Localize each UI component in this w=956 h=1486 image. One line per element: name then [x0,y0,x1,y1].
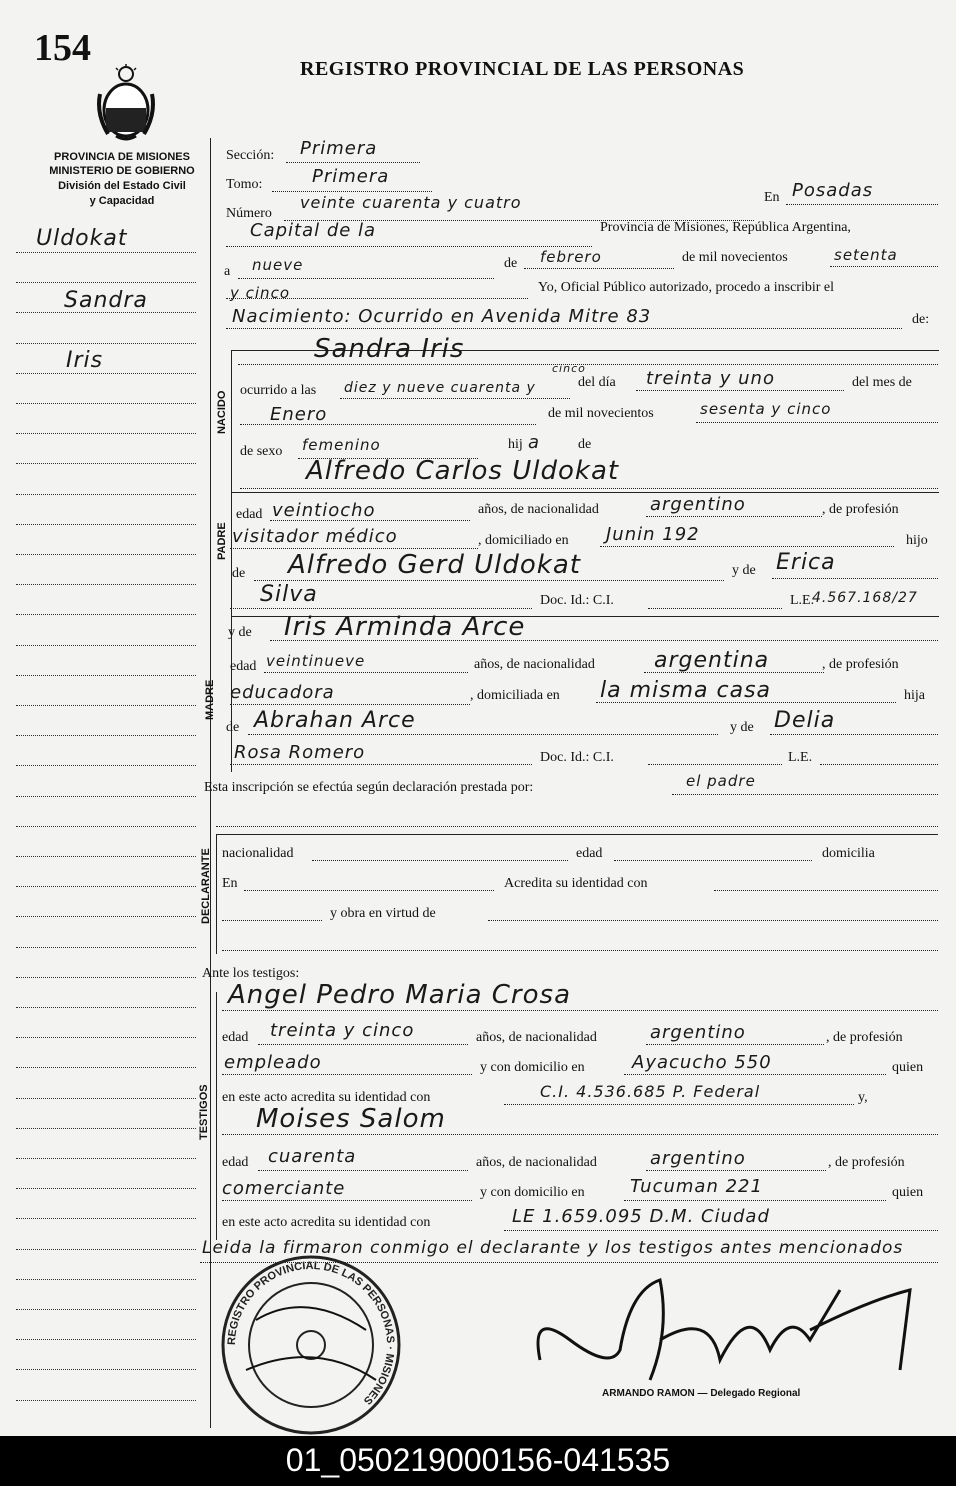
value-padre-domicilio: Junin 192 [606,524,700,545]
page-number: 154 [34,27,91,69]
label-nacido: NACIDO [216,390,228,434]
value-lugar: Posadas [792,180,874,201]
value-anio-nac: sesenta y cinco [700,400,832,418]
margin-rule-line [16,282,196,283]
value-abuela: Erica [776,550,836,575]
label-de-madre: de [226,720,240,735]
label-provincia: Provincia de Misiones, República Argentina, [600,220,851,235]
label-domiciliado: , domiciliado en [478,533,569,548]
label-nacionalidad-t1: años, de nacionalidad [476,1030,597,1045]
label-del-mes: del mes de [852,375,912,390]
label-quien-t2: quien [892,1185,924,1200]
label-de-colon: de: [912,312,930,327]
margin-rule-line [16,735,196,736]
margin-rule-line [16,826,196,827]
value-hora: diez y nueve cuarenta y [344,380,536,396]
margin-rule-line [16,1339,196,1340]
label-numero: Número [226,206,272,221]
value-t2-edad: cuarenta [268,1146,357,1167]
margin-rule-line [16,1098,196,1099]
label-profesion-t2: , de profesión [828,1155,905,1170]
label-declarante: DECLARANTE [200,848,212,924]
margin-rule-line [16,1158,196,1159]
margin-rule-line [16,343,196,344]
value-padre-le: 4.567.168/27 [812,590,918,606]
value-mes: febrero [540,248,602,266]
value-declarante: el padre [686,772,756,790]
signature-caption: ARMANDO RAMON — Delegado Regional [602,1388,801,1399]
value-padre-profesion: visitador médico [232,526,398,547]
margin-rule-line [16,856,196,857]
margin-rule-line [16,1007,196,1008]
margin-rule-line [16,765,196,766]
value-dia: nueve [252,256,304,274]
value-hij-suffix: a [528,432,541,453]
margin-rule-line [16,1188,196,1189]
margin-rule-line [16,524,196,525]
image-id: 01_050219000156-041535 [285,1442,671,1478]
label-domicilia-dec: domicilia [822,846,875,861]
label-hijo: hijo [906,533,928,548]
label-le-madre: L.E. [788,750,813,765]
margin-rule-line [16,796,196,797]
label-ocurrido: ocurrido a las [240,383,317,398]
margin-rule-line [16,675,196,676]
margin-rule-line [16,554,196,555]
org-block [22,150,222,208]
label-nacionalidad-dec: nacionalidad [222,846,294,861]
margin-rule-line [16,584,196,585]
label-nacionalidad-madre: años, de nacionalidad [474,657,595,672]
label-y-de-madre-2: y de [730,720,754,735]
value-tomo: Primera [312,166,390,187]
margin-rule-line [16,1369,196,1370]
value-nacimiento: Nacimiento: Ocurrido en Avenida Mitre 83 [232,306,652,327]
label-y-de-padre: y de [732,563,756,578]
label-en-este-acto-t2: en este acto acredita su identidad con [222,1215,431,1230]
value-t2-nac: argentino [650,1148,746,1169]
label-edad-t2: edad [222,1155,249,1170]
value-t2-dom: Tucuman 221 [630,1176,763,1197]
label-sexo: de sexo [240,444,283,459]
label-profesion-madre: , de profesión [822,657,899,672]
label-domicilio-t2: y con domicilio en [480,1185,585,1200]
value-padre-edad: veintiocho [272,500,376,521]
label-en-dec: En [222,876,238,891]
label-domicilio-t1: y con domicilio en [480,1060,585,1075]
label-acredita-dec: Acredita su identidad con [504,876,648,891]
label-edad-t1: edad [222,1030,249,1045]
value-testigo1: Angel Pedro Maria Crosa [228,980,571,1010]
value-t2-prof: comerciante [222,1178,346,1199]
label-obra-dec: y obra en virtud de [330,906,436,921]
margin-rule-line [16,977,196,978]
value-seccion: Primera [300,138,378,159]
margin-rule-line [16,463,196,464]
label-nacionalidad-t2: años, de nacionalidad [476,1155,597,1170]
label-a: a [224,264,231,279]
value-t1-prof: empleado [224,1052,322,1073]
label-declaracion: Esta inscripción se efectúa según declaración prestada por: [204,780,534,795]
margin-rule-line [16,1249,196,1250]
label-edad-dec: edad [576,846,603,861]
value-anio-cont: y cinco [230,284,290,302]
margin-rule-line [16,1279,196,1280]
value-abuelo: Alfredo Gerd Uldokat [288,550,581,580]
org-line-2: MINISTERIO DE GOBIERNO [49,165,195,177]
value-numero: veinte cuarenta y cuatro [300,193,522,212]
label-nacionalidad-padre: años, de nacionalidad [478,502,599,517]
label-padre: PADRE [216,522,228,560]
label-de-2: de [578,437,592,452]
value-madre-domicilio: la misma casa [600,678,772,703]
value-abuela-m-apellido: Rosa Romero [234,742,366,763]
margin-rule-line [16,403,196,404]
label-le-padre: L.E. [790,593,815,608]
label-ante-testigos: Ante los testigos: [202,966,300,981]
label-testigos: TESTIGOS [198,1084,210,1140]
value-madre: Iris Arminda Arce [284,612,526,642]
value-nombre: Sandra Iris [314,334,465,364]
margin-rule-line [16,1037,196,1038]
label-madre: MADRE [204,679,216,720]
value-t2-id: LE 1.659.095 D.M. Ciudad [512,1206,770,1227]
value-testigo2: Moises Salom [256,1104,446,1134]
value-anio: setenta [834,246,898,264]
margin-rule-line [16,886,196,887]
org-line-4: y Capacidad [89,195,155,207]
label-en: En [764,190,780,205]
label-tomo: Tomo: [226,177,263,192]
value-padre: Alfredo Carlos Uldokat [306,456,620,486]
label-quien-t1: quien [892,1060,924,1075]
label-profesion-t1: , de profesión [826,1030,903,1045]
margin-rule-line [16,1400,196,1401]
document-title: REGISTRO PROVINCIAL DE LAS PERSONAS [300,58,745,80]
label-hij: hij [508,437,523,452]
margin-firstname: Sandra [64,288,148,313]
margin-rule-line [16,916,196,917]
value-hora-extra: cinco [552,362,586,375]
coat-of-arms-icon [96,64,156,142]
margin-rule-line [16,614,196,615]
margin-rule-line [16,1309,196,1310]
label-y-t1: y, [858,1090,868,1105]
value-sexo: femenino [302,436,381,454]
value-abuela-m: Delia [774,708,836,733]
margin-secondname: Iris [66,348,104,373]
value-abuela-apellido: Silva [260,582,318,607]
margin-rule-line [16,252,196,253]
value-t1-id: C.I. 4.536.685 P. Federal [540,1082,761,1101]
label-en-este-acto-t1: en este acto acredita su identidad con [222,1090,431,1105]
value-madre-edad: veintinueve [266,652,366,670]
official-signature [510,1270,930,1390]
margin-rule-line [16,1067,196,1068]
label-domiciliada: , domiciliada en [470,688,560,703]
stamp-text: REGISTRO PROVINCIAL DE LAS PERSONAS · MISIONES [225,1259,397,1407]
margin-rule-line [16,947,196,948]
org-line-3: División del Estado Civil [58,180,186,192]
label-hija: hija [904,688,925,703]
value-madre-nacionalidad: argentina [654,648,770,673]
label-yo-oficial: Yo, Oficial Público autorizado, procedo a inscribir el [538,280,835,295]
margin-rule-line [16,1218,196,1219]
label-profesion-padre: , de profesión [822,502,899,517]
value-madre-profesion: educadora [230,682,335,703]
margin-rule-line [16,494,196,495]
margin-rule-line [16,373,196,374]
label-seccion: Sección: [226,148,275,163]
label-doc-id-madre: Doc. Id.: C.I. [540,750,614,765]
image-id-bar [0,1436,956,1486]
label-de-padre: de [232,566,246,581]
margin-rule-line [16,433,196,434]
label-doc-id-padre: Doc. Id.: C.I. [540,593,614,608]
value-padre-nacionalidad: argentino [650,494,746,515]
value-t1-dom: Ayacucho 550 [632,1052,772,1073]
value-t1-edad: treinta y cinco [270,1020,415,1041]
label-de-mil: de mil novecientos [682,250,788,265]
value-cierre: Leida la firmaron conmigo el declarante y los testigos antes mencionados [202,1238,904,1258]
margin-rule-line [16,705,196,706]
label-de-mil-2: de mil novecientos [548,406,654,421]
official-stamp [216,1250,406,1440]
label-edad-padre: edad [236,507,263,522]
label-de: de [504,256,518,271]
value-mes-nac: Enero [270,404,328,425]
value-abuelo-m: Abrahan Arce [254,708,416,733]
value-t1-nac: argentino [650,1022,746,1043]
label-del-dia: del día [578,375,616,390]
label-edad-madre: edad [230,659,257,674]
margin-rule-line [16,645,196,646]
margin-rule-line [16,1128,196,1129]
value-capital: Capital de la [250,220,377,241]
value-dia-nac: treinta y uno [646,368,775,389]
margin-surname: Uldokat [36,226,128,251]
org-line-1: PROVINCIA DE MISIONES [54,151,190,163]
label-y-de-madre: y de [228,625,252,640]
